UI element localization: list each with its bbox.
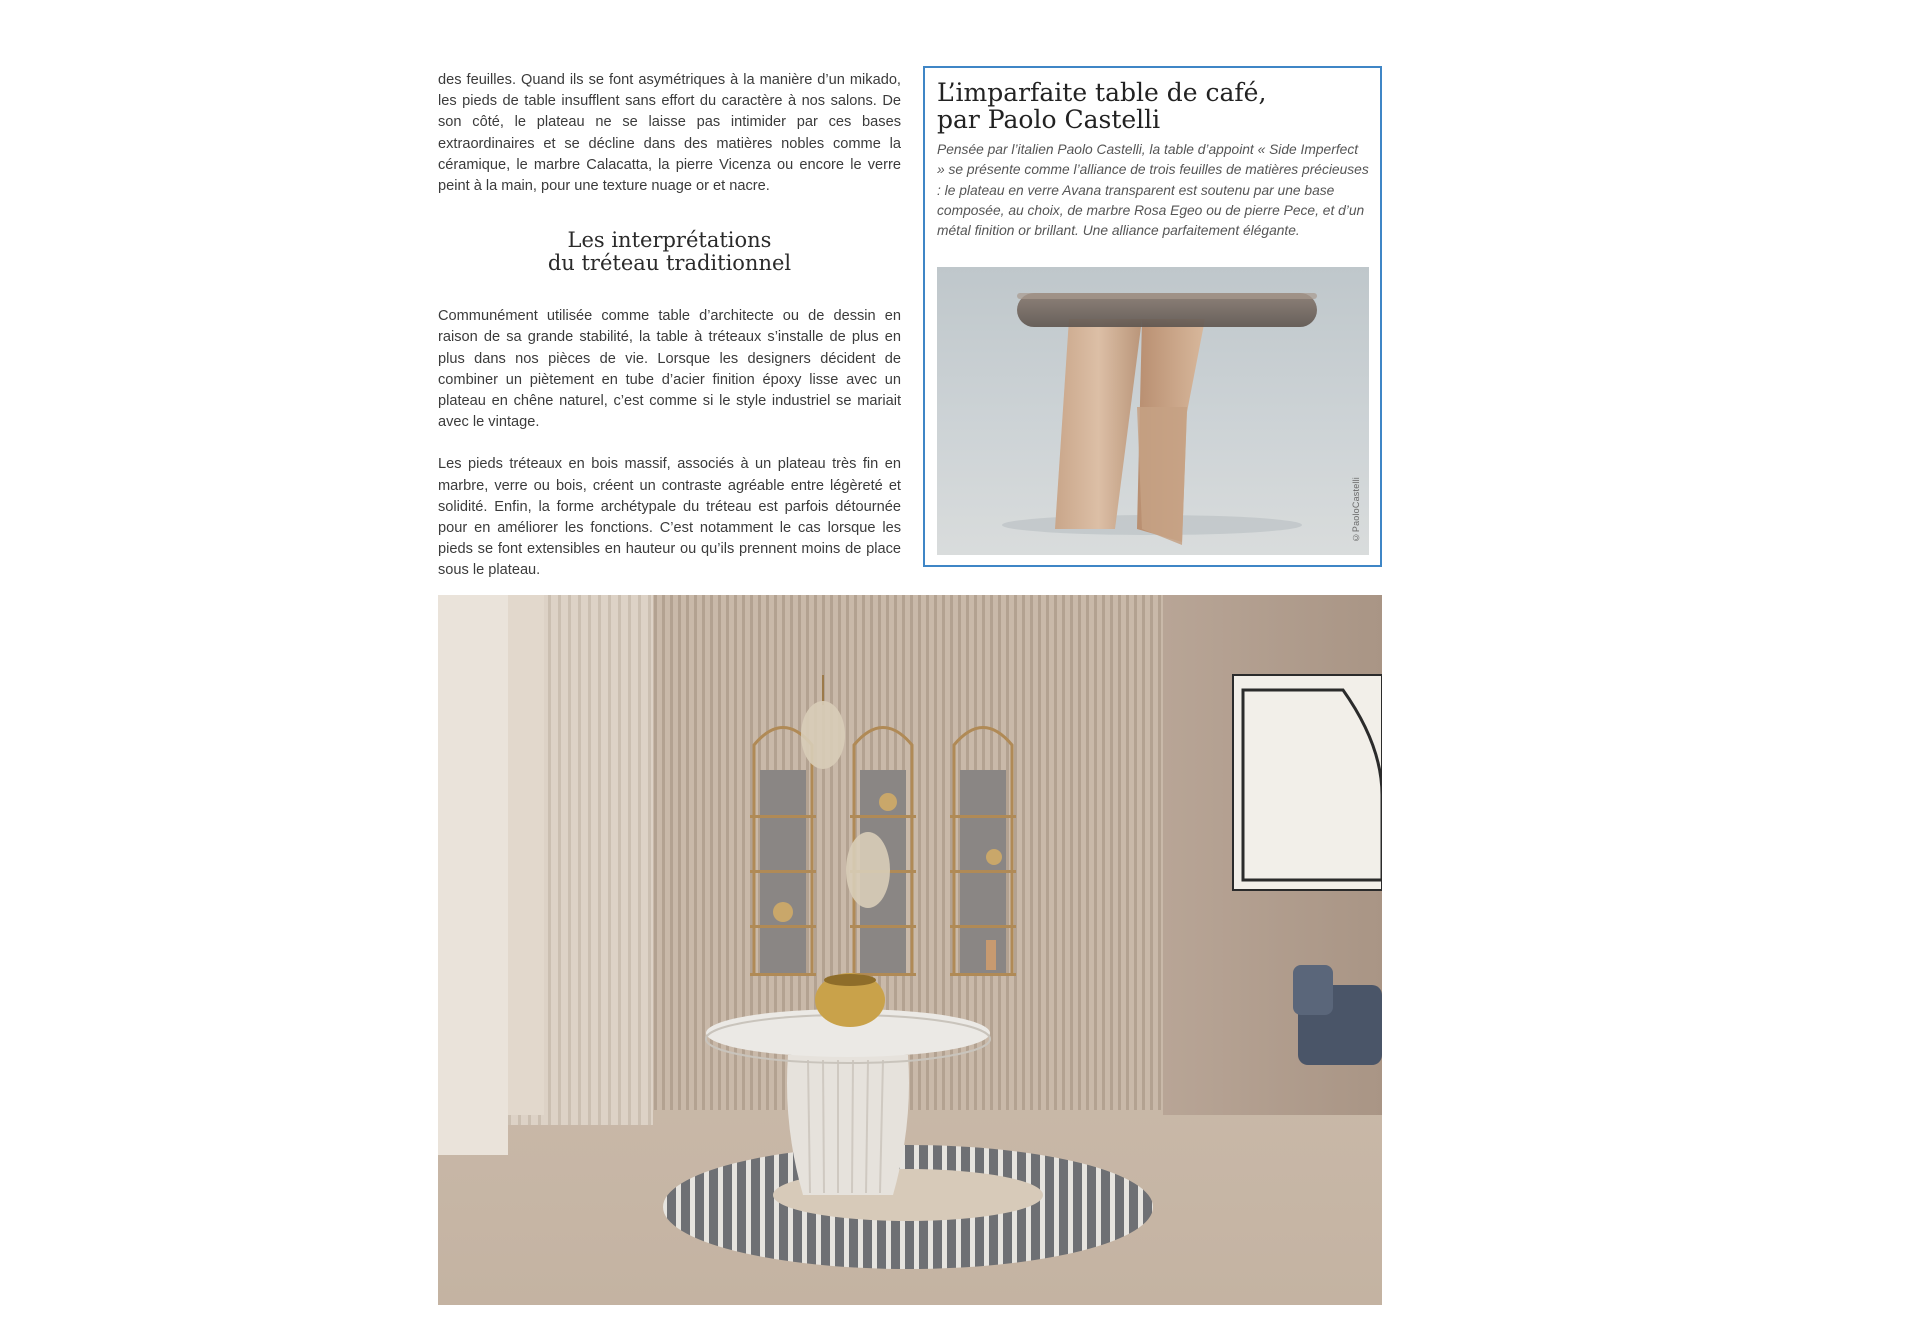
article-paragraph-2: Communément utilisée comme table d’architecte ou de dessin en raison de sa grande stabilité, la table à tréteaux s’installe de plus en plus dans nos pièces de vie. Lorsque les designers décident de combiner un piètement en tube d’acier finition époxy lisse avec un plateau en chêne naturel, c’est comme si le style industriel se mariait avec le vintage. xyxy=(438,308,901,431)
side-table-photo xyxy=(937,267,1369,555)
sidebar-title-line-2: par Paolo Castelli xyxy=(937,105,1161,134)
dining-room-illustration xyxy=(438,595,1382,1305)
side-table-illustration xyxy=(937,267,1369,555)
article-paragraph-1: des feuilles. Quand ils se font asymétriques à la manière d’un mikado, les pieds de table insufflent sans effort du caractère à nos salons. De son côté, le plateau ne se laisse pas intimider par ces bases extraordinaires et se décline dans des matières nobles comme la céramique, le marbre Calacatta, la pierre Vicenza ou encore le verre peint à la main, pour une texture nuage or et nacre. xyxy=(438,72,901,195)
sidebar-title xyxy=(937,79,1367,133)
sidebar-title-line-1: L’imparfaite table de café, xyxy=(937,78,1267,107)
article-subheading xyxy=(438,229,901,275)
sidebar-photo-credit: ©PaoloCastelli xyxy=(1351,477,1361,543)
article-column xyxy=(438,70,901,582)
sidebar-box xyxy=(923,66,1382,567)
subheading-line-2: du tréteau traditionnel xyxy=(547,251,792,276)
subheading-line-1: Les interprétations xyxy=(567,228,772,253)
article-paragraph-3: Les pieds tréteaux en bois massif, associés à un plateau très fin en marbre, verre ou bois, créent un contraste agréable entre légèreté et solidité. Enfin, la forme archétypale du tréteau est parfois détournée pour en améliorer les fonctions. C’est notamment le cas lorsque les pieds se font extensibles en hauteur ou qu’ils prennent moins de place sous le plateau. xyxy=(438,456,901,579)
sidebar-caption: Pensée par l’italien Paolo Castelli, la table d’appoint « Side Imperfect » se présente comme l’alliance de trois feuilles de matières précieuses : le plateau en verre Avana transparent est soutenu par une base composée, au choix, de marbre Rosa Egeo ou de pierre Pece, et d’un métal finition or brillant. Une alliance parfaitement élégante. xyxy=(937,142,1369,239)
dining-room-photo xyxy=(438,595,1382,1305)
